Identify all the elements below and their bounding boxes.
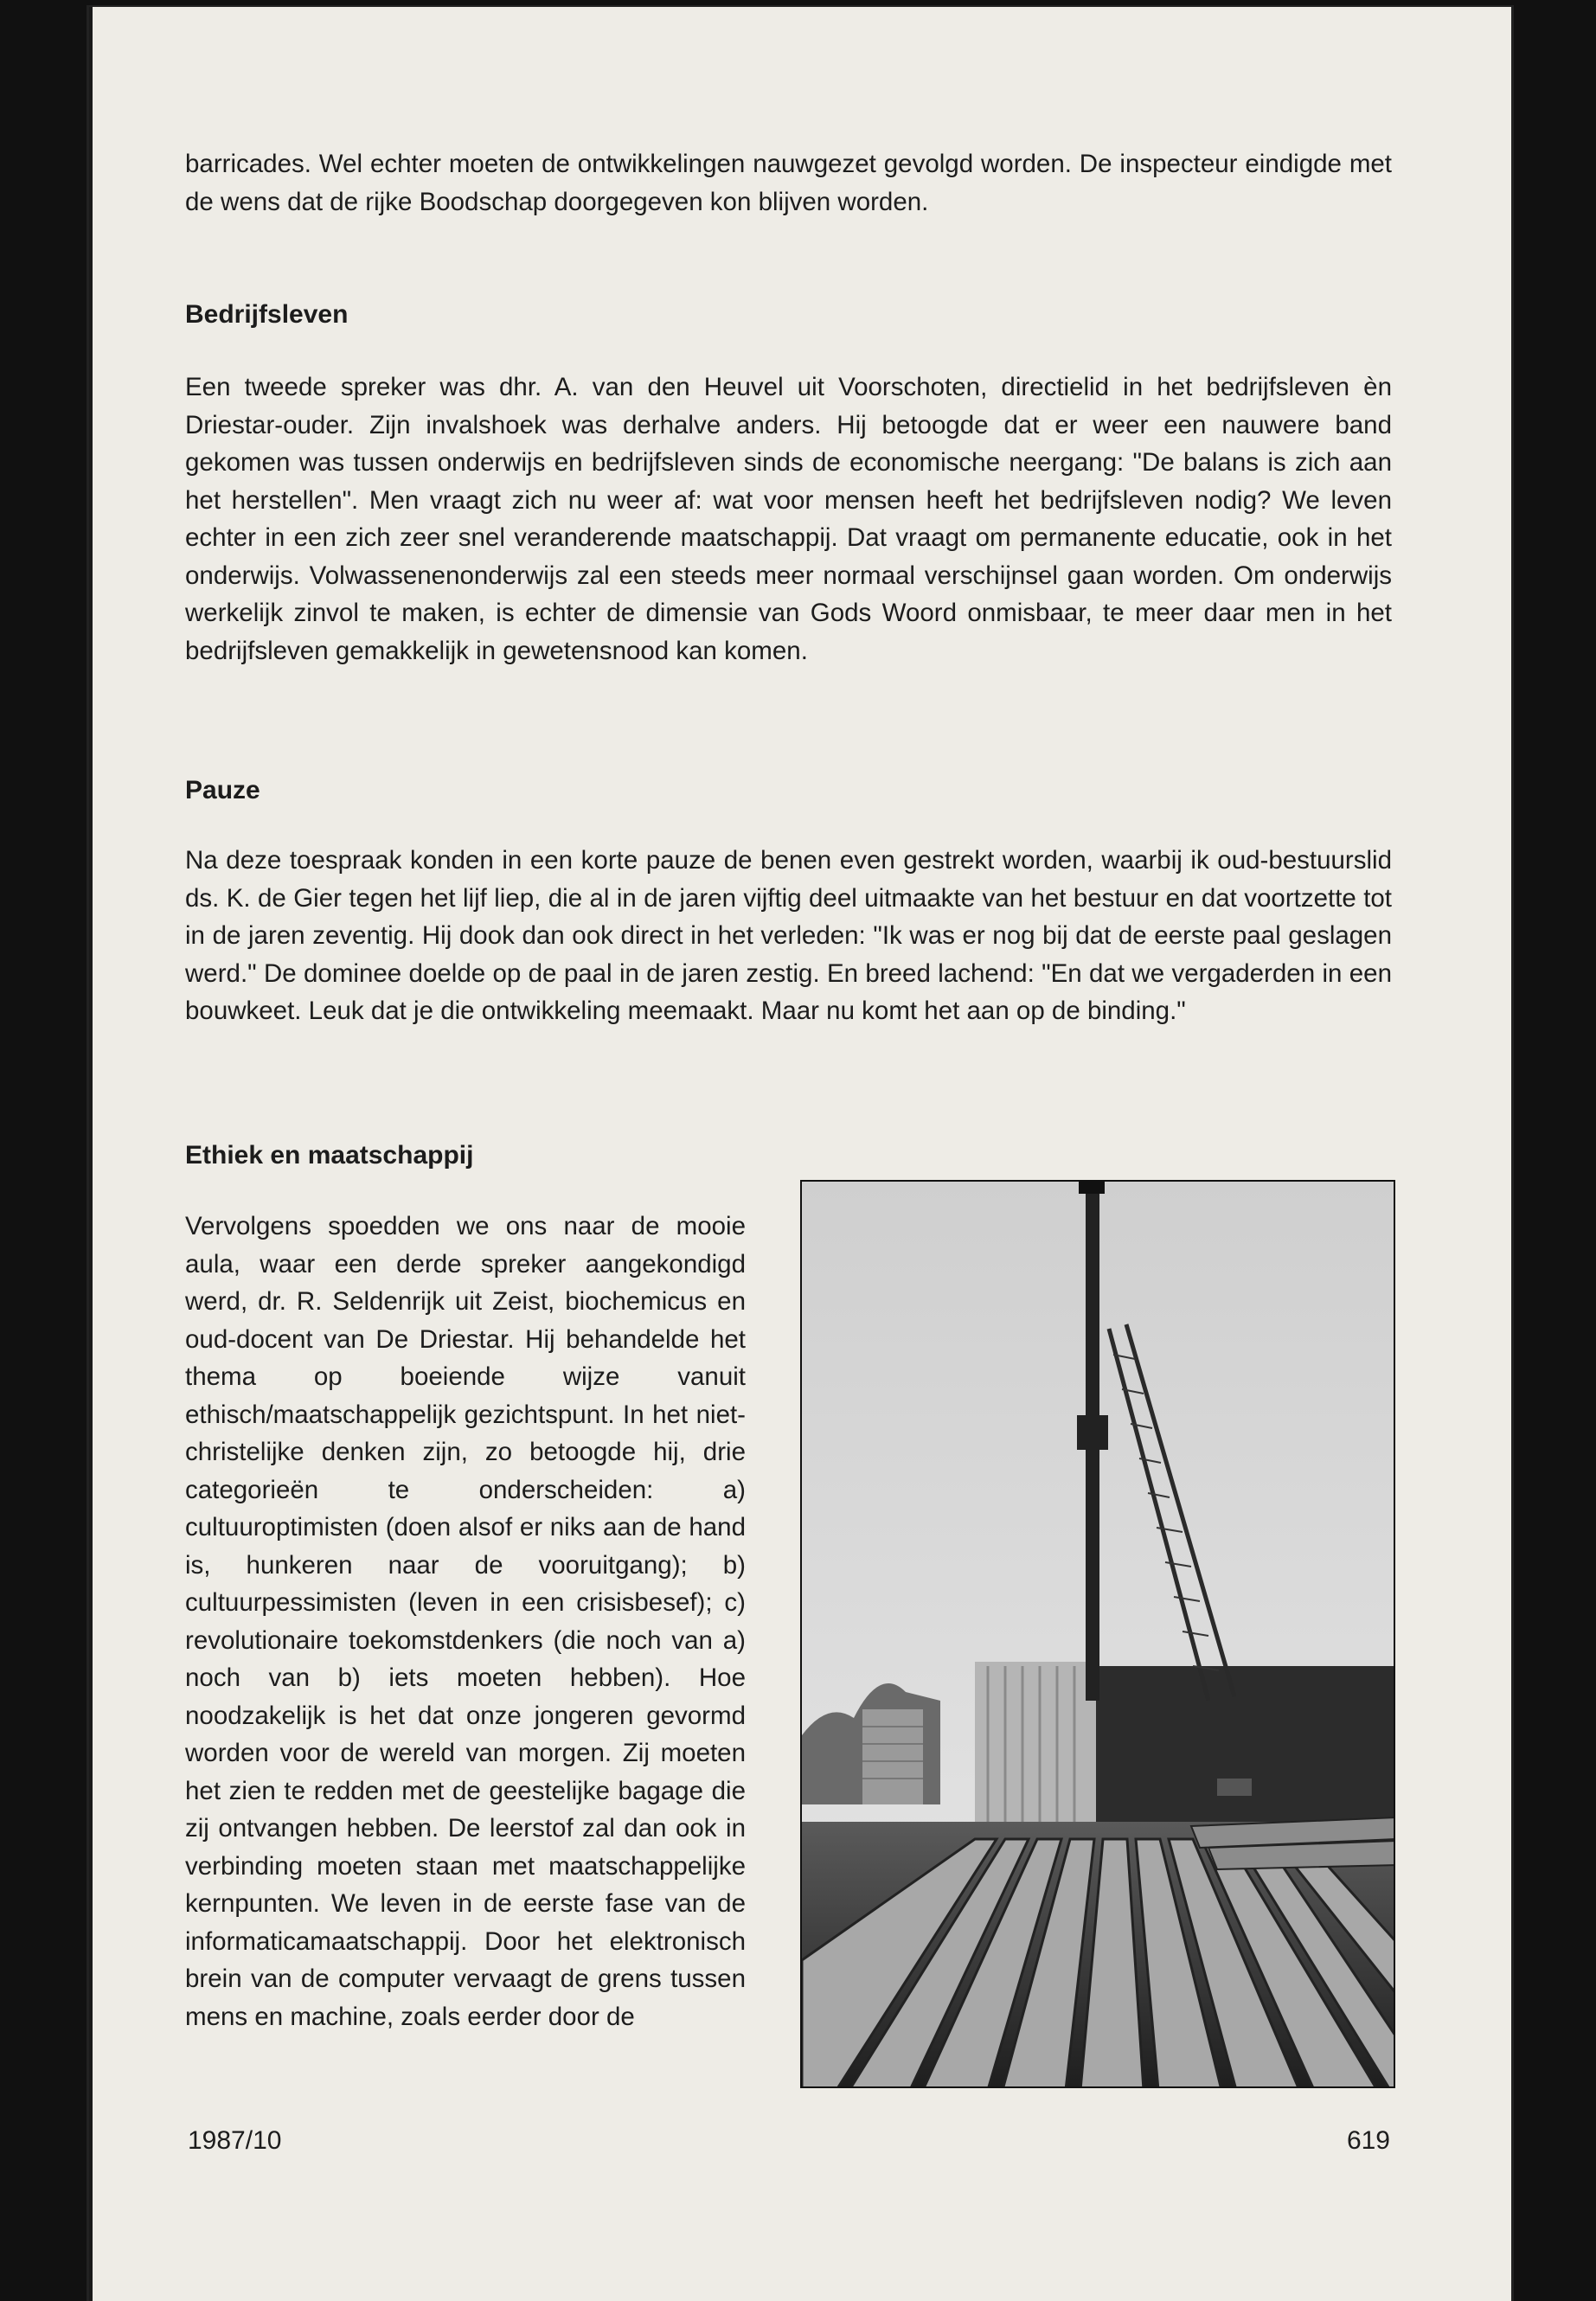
page-edge (89, 7, 93, 2301)
issue-number: 1987/10 (188, 2126, 282, 2155)
page-number: 619 (1346, 2126, 1390, 2155)
paragraph-bedrijfsleven: Een tweede spreker was dhr. A. van den Heuvel uit Voorschoten, directielid in het bedrijfsleven èn Driestar-ouder. Zijn invalshoek was derhalve anders. Hij betoogde dat er weer een nauwere band gekomen was tussen onderwijs en bedrijfsleven sinds de economische neergang: "De balans is zich aan het herstellen". Men vraagt zich nu weer af: wat voor mensen heeft het bedrijfsleven nodig? We leven echter in een zich zeer snel veranderende maatschappij. Dat vraagt om permanente educatie, ook in het onderwijs. Volwassenenonderwijs zal een steeds meer normaal verschijnsel gaan worden. Om onderwijs werkelijk zinvol te maken, is echter de dimensie van Gods Woord onmisbaar, te meer daar men in het bedrijfsleven gemakkelijk in gewetensnood kan komen. (185, 373, 1392, 665)
pile-driver-illustration (802, 1182, 1395, 2088)
paragraph-pauze: Na deze toespraak konden in een korte pauze de benen even gestrekt worden, waarbij ik oud-bestuurslid ds. K. de Gier tegen het lijf liep, die al in de jaren vijftig deel uitmaakte van het bestuur en dat voortzette tot in de jaren zeventig. Hij dook dan ook direct in het verleden: "Ik was er nog bij dat de eerste paal geslagen werd." De dominee doelde op de paal in de jaren zestig. En breed lachend: "En dat we vergaderden in een bouwkeet. Leuk dat je die ontwikkeling meemaakt. Maar nu komt het aan op de binding." (185, 846, 1392, 1025)
intro-paragraph: barricades. Wel echter moeten de ontwikkelingen nauwgezet gevolgd worden. De inspecteur eindigde met de wens dat de rijke Boodschap doorgegeven kon blijven worden. (185, 150, 1392, 216)
heading-pauze: Pauze (185, 776, 260, 804)
document-page (87, 5, 1514, 2301)
heading-bedrijfsleven: Bedrijfsleven (185, 300, 349, 329)
construction-photo (800, 1180, 1395, 2088)
paragraph-ethiek: Vervolgens spoedden we ons naar de mooie aula, waar een derde spreker aangekondigd werd, dr. R. Seldenrijk uit Zeist, biochemicus en oud-docent van De Driestar. Hij behandelde het thema op boeiende wijze vanuit ethisch/maatschappelijk gezichtspunt. In het niet-christelijke denken zijn, zo betoogde hij, drie categorieën te onderscheiden: a) cultuuroptimisten (doen alsof er niks aan de hand is, hunkeren naar de vooruitgang); b) cultuurpessimisten (leven in een crisisbesef); c) revolutionaire toekomstdenkers (die noch van a) noch van b) iets moeten hebben). Hoe noodzakelijk is het dat onze jongeren gevormd worden voor de wereld van morgen. Zij moeten het zien te redden met de geestelijke bagage die zij ontvangen hebben. De leerstof zal dan ook in verbinding moeten staan met maatschappelijke kernpunten. We leven in de eerste fase van de informaticamaatschappij. Door het elektronisch brein van de computer vervaagt de grens tussen mens en machine, zoals eerder door de (185, 1212, 746, 2031)
heading-ethiek: Ethiek en maatschappij (185, 1141, 474, 1170)
